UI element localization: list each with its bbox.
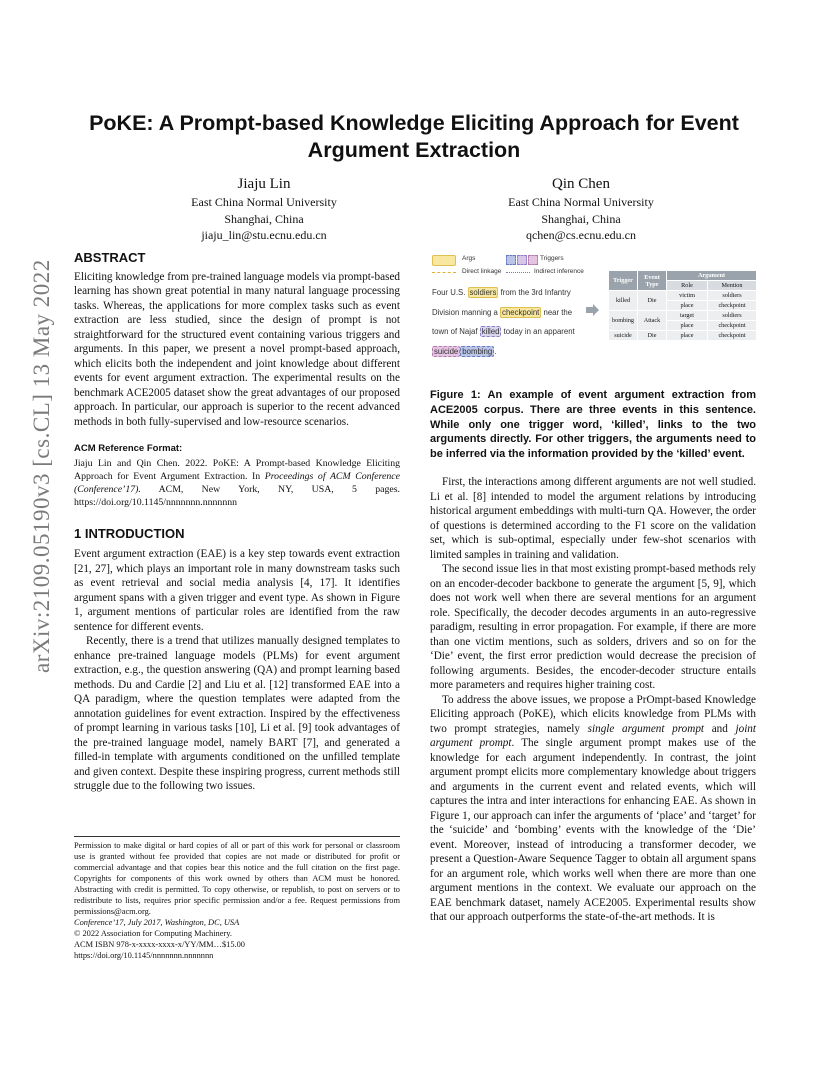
indirect-inference-label: Indirect inference xyxy=(534,268,584,275)
right-column xyxy=(430,475,756,925)
table-cell-trigger: bombing xyxy=(609,311,638,331)
indirect-inference-line xyxy=(506,272,530,273)
example-sentence-line-4 xyxy=(432,347,496,356)
acm-ref-proceedings: Proceedings of ACM Conference (Conference’17). xyxy=(74,470,400,495)
table-cell-role: place xyxy=(667,331,708,341)
table-subheader-role: Role xyxy=(667,281,708,291)
example-sentence-line-1 xyxy=(432,288,571,297)
triggers-legend-label: Triggers xyxy=(540,255,564,262)
sentence-text: Four U.S. xyxy=(432,288,468,297)
table-cell-mention: soldiers xyxy=(708,291,757,301)
sentence-text: town of Najaf xyxy=(432,327,480,336)
right-paragraph-1: First, the interactions among different arguments are not well studied. Li et al. [8] intended to model the argument relations by introducing historical argument embeddings with multi-turn QA. However, the order of questions is determined according to the F1 score on the validation set, which is sub-optimal, especially under few-shot scenarios with limited samples in training and validation. xyxy=(430,476,756,561)
sentence-text: from the 3rd Infantry xyxy=(498,288,571,297)
author-block-2 xyxy=(431,175,731,244)
author-email: qchen@cs.ecnu.edu.cn xyxy=(525,228,636,242)
figure-1-caption: Figure 1: An example of event argument extraction from ACE2005 corpus. There are three events in this sentence. While only one trigger word, ‘killed’, links to the two arguments directly. For other triggers, the arguments need to be inferred via the information provided by the ‘killed’ event. xyxy=(430,389,756,461)
isbn-line: ACM ISBN 978-x-xxxx-xxxx-x/YY/MM…$15.00 xyxy=(74,940,245,949)
abstract-heading: ABSTRACT xyxy=(74,250,146,265)
direct-linkage-line xyxy=(432,272,456,273)
table-cell-role: place xyxy=(667,321,708,331)
left-column xyxy=(74,251,400,794)
table-header-event-type: Event Type xyxy=(638,271,667,291)
table-cell-role: target xyxy=(667,311,708,321)
argument-soldiers: soldiers xyxy=(469,288,497,297)
acm-ref-part: Jiaju Lin and Qin Chen. 2022. PoKE: A Prompt-based Knowledge Eliciting Approach for Event Argument Extraction. In xyxy=(74,457,400,482)
emphasis-joint-argument-prompt: joint argument prompt xyxy=(430,722,757,749)
abstract-text: Eliciting knowledge from pre-trained language models via prompt-based learning has shown great potential in many natural language processing tasks. Whereas, the applications for more complex tasks such as event extraction are less studied, since the design of prompt is not straightforward for the structured event containing various triggers and arguments. In this paper, we present a novel prompt-based approach, which elicits both the independent and joint knowledge about different events for event argument extraction. The experimental results on the benchmark ACE2005 dataset show the great advantages of our proposed approach. In particular, our approach is superior to the recent advanced methods in both fully-supervised and low-resource scenarios. xyxy=(74,270,400,428)
permission-footnote xyxy=(74,840,400,961)
example-sentence-line-3 xyxy=(432,327,575,336)
copyright-line: © 2022 Association for Computing Machinery. xyxy=(74,929,232,938)
trigger-legend-swatch-3 xyxy=(528,255,538,265)
table-cell-type: Attack xyxy=(638,311,667,331)
example-sentence-line-2 xyxy=(432,308,572,317)
trigger-suicide: suicide xyxy=(434,347,459,356)
table-cell-trigger: suicide xyxy=(609,331,638,341)
right-paragraph-2: The second issue lies in that most existing prompt-based methods rely on an encoder-decoder backbone to generate the argument [5, 9], which does not work well when there are several mentions for an argument role. Specifically, the decoder decodes arguments in an auto-regressive paradigm, resulting in error propagation. For example, if there are more than one victim mentions, such as solders, drivers and so on for the ‘Die’ event, the first error prediction would decrease the precision of following arguments. Besides, the encoder-decoder structure entails more parameters and requires higher training cost. xyxy=(430,563,756,691)
author-email: jiaju_lin@stu.ecnu.edu.cn xyxy=(201,228,327,242)
doi-line: https://doi.org/10.1145/nnnnnnn.nnnnnnn xyxy=(74,951,214,960)
table-cell-type: Die xyxy=(638,291,667,311)
author-location: Shanghai, China xyxy=(224,211,304,226)
table-cell-mention: checkpoint xyxy=(708,331,757,341)
trigger-legend-swatch-2 xyxy=(517,255,527,265)
author-location: Shanghai, China xyxy=(541,211,621,226)
paragraph-text: To address the above issues, we propose a PrOmpt-based Knowledge Eliciting approach (PoKE), which elicits knowledge from PLMs with two prompt strategies, namely xyxy=(430,693,756,735)
trigger-bombing: bombing xyxy=(462,347,493,356)
table-cell-trigger: killed xyxy=(609,291,638,311)
emphasis-single-argument-prompt: single argument prompt xyxy=(587,722,705,735)
sentence-text: . xyxy=(494,347,497,356)
table-row xyxy=(609,311,757,321)
table-subheader-mention: Mention xyxy=(708,281,757,291)
author-affiliation: East China Normal University xyxy=(191,195,337,209)
acm-reference xyxy=(74,442,400,509)
event-table xyxy=(608,270,757,341)
sentence-text: near the xyxy=(541,308,573,317)
table-row xyxy=(609,331,757,341)
paragraph-text: . The single argument prompt makes use of the knowledge for each argument independently. In contrast, the joint argument prompt elicits more complementary knowledge about triggers and arguments in the current event and related events, which will captures the intra and inter interactions for enhancing EAE. As shown in Figure 1, our approach can infer the arguments of ‘place’ and ‘target’ for the ‘suicide’ and ‘bombing’ events with the knowledge of the ‘Die’ event. Moreover, instead of introducing a transformer decoder, we present a Question-Aware Sequence Tagger to obtain all argument spans for an argument role, which works well when there are more than one argument mentions in the context. We evaluate our approach on the EAE benchmark dataset, namely ACE2005. Experimental results show that our approach outperforms the state-of-the-art methods. It is xyxy=(430,737,756,923)
table-cell-role: place xyxy=(667,301,708,311)
acm-ref-part: ACM, New York, NY, USA, 5 pages. https://doi.org/10.1145/nnnnnnn.nnnnnnn xyxy=(74,483,400,508)
section-heading-introduction: 1 INTRODUCTION xyxy=(74,525,185,541)
acm-reference-text xyxy=(74,457,400,509)
intro-paragraph-2: Recently, there is a trend that utilizes manually designed templates to enhance pre-trained language models (PLMs) for event argument extraction, e.g., the question answering (QA) and prompt learning based methods. Du and Cardie [2] and Liu et al. [12] transformed EAE into a QA paradigm, where the question templates were adapted from the annotation guidelines for event extraction. Inspired by the effectiveness of prompt learning in various tasks [10], Li et al. [9] took advantages of the pre-trained language model, namely BART [7], and generated a filled-in template with arguments conditioned on the unfilled template and given context. Despite these inspiring progress, current methods still struggle due to the following two issues. xyxy=(74,635,400,792)
table-cell-mention: checkpoint xyxy=(708,301,757,311)
permission-text: Permission to make digital or hard copies of all or part of this work for personal or classroom use is granted without fee provided that copies are not made or distributed for profit or commercial advantage and that copies bear this notice and the full citation on the first page. Copyrights for components of this work owned by others than ACM must be honored. Abstracting with credit is permitted. To copy otherwise, or republish, to post on servers or to redistribute to lists, requires prior specific permission and/or a fee. Request permissions from permissions@acm.org. xyxy=(74,841,400,916)
table-header-argument: Argument xyxy=(667,271,757,281)
table-row xyxy=(609,291,757,301)
table-cell-type: Die xyxy=(638,331,667,341)
trigger-killed: killed xyxy=(481,327,500,336)
acm-reference-heading: ACM Reference Format: xyxy=(74,443,183,454)
sentence-text: Division manning a xyxy=(432,308,501,317)
conference-info: Conference’17, July 2017, Washington, DC, USA xyxy=(74,918,240,927)
author-affiliation: East China Normal University xyxy=(508,195,654,209)
direct-linkage-label: Direct linkage xyxy=(462,268,502,275)
argument-checkpoint: checkpoint xyxy=(502,308,540,317)
trigger-legend-swatch-1 xyxy=(506,255,516,265)
table-cell-mention: checkpoint xyxy=(708,321,757,331)
author-name: Jiaju Lin xyxy=(237,176,291,192)
sentence-text: today in an apparent xyxy=(501,327,575,336)
arxiv-identifier: arXiv:2109.05190v3 [cs.CL] 13 May 2022 xyxy=(29,259,54,673)
author-block-1 xyxy=(114,175,414,244)
args-legend-label: Args xyxy=(462,255,476,262)
paper-title: PoKE: A Prompt-based Knowledge Eliciting Approach for Event Argument Extraction xyxy=(89,111,739,162)
args-legend-swatch xyxy=(432,255,456,266)
right-arrow-icon xyxy=(586,304,600,316)
table-header-trigger: Trigger xyxy=(609,271,638,291)
table-cell-mention: soldiers xyxy=(708,311,757,321)
intro-paragraph-1: Event argument extraction (EAE) is a key step towards event extraction [21, 27], which plays an important role in many downstream tasks such as event retrieval and social media analysis [4, 17]. It identifies argument spans with a given trigger and event type. As shown in Figure 1, argument mentions of particular roles are identified from the raw sentence for different events. xyxy=(74,548,400,633)
table-cell-role: victim xyxy=(667,291,708,301)
right-paragraph-3 xyxy=(430,693,756,925)
paragraph-text: and xyxy=(704,722,736,735)
figure-1 xyxy=(428,252,758,362)
footnote-separator xyxy=(74,836,400,837)
author-name: Qin Chen xyxy=(552,176,610,192)
